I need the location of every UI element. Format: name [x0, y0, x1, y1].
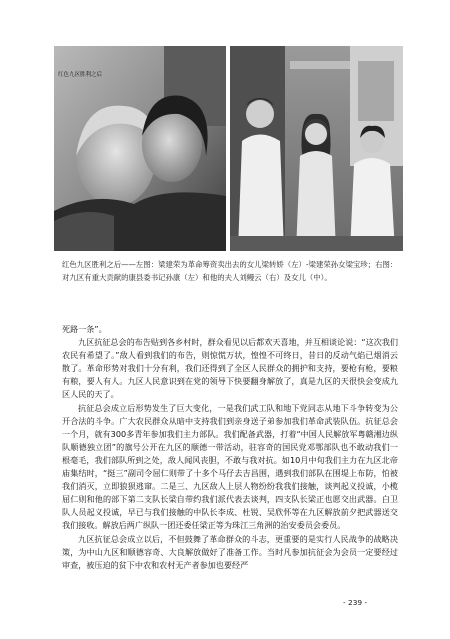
- paragraph: 九区抗征总会的布告贴到各乡村时，群众看见以后都欢天喜地，并互相谈论说：“这次我们农民有希望了。”敌人看到我们的布告，则惊慌万状，惶惶不可终日，昔日的反动气焰已烟消云散了。革命形势对我们十分有利，我们还得到了全区人民群众的拥护和支持，要枪有枪，要粮有粮，要人有人。九区人民意识到在党的领导下快要翻身解放了，真是九区的天很快会变成九区人民的天了。: [62, 337, 398, 400]
- photo-left: [54, 46, 226, 251]
- paragraph-continuation: 死路一条”。: [62, 324, 107, 334]
- photo-right-image: [230, 46, 403, 251]
- page-number: - 239 -: [343, 598, 368, 607]
- paragraph: 九区抗征总会成立以后，不但鼓舞了革命群众的斗志，更重要的是实行人民战争的战略决策，为中山九区和顺德容奇、大良解放做好了准备工作。当时凡参加抗征会为会员一定要经过审查，被压迫的贫下中农和农村无产者参加也要经严: [62, 533, 398, 570]
- photo-pair: [54, 46, 403, 251]
- paragraph: 抗征总会成立后形势发生了巨大变化，一是我们武工队和地下党同志从地下斗争转变为公开合法的斗争。广大农民群众从暗中支持我们到亲身送子弟参加我们革命武装队伍。抗征总会一个月，就有300多青年参加我们主力部队。我们配备武器，打着“中国人民解放军粤赣湘边纵队顺德独立团”的旗号公开在九区的顺德一带活动，驻容奇的国民党邓鄂部队也不敢动我们一根毫毛，我们部队所到之处，敌人闻风丧胆，不敢与我对抗。如10月中旬我们主力在九区北帝庙集结时，“挺三”副司令屈仁则带了十多个马仔去吉昌围，遇到我们部队在围堤上布防，怕被我们消灭，立即狼狈逃窜。二是三、九区敌人上层人物纷纷我我们接触，谈判起义投诚，小榄屈仁则和他的部下第二支队长梁自带约我们派代表去谈判，四支队长梁正也愿交出武器。白卫队人员起义投诚，早已与我们接触的中队长李成、杜锐、吴欣怀等在九区解放前夕把武器送交我们接收。解放后两广纵队一团还委任梁正等为珠江三角洲的治安委员会委员。: [62, 402, 398, 531]
- photo-caption: 红色九区胜利之后——左图：梁建荣为革命筹资卖出去的女儿梁转娇（左）-梁建荣孙女梁宝珍；右图：对九区有重大贡献的康县委书记孙康（左）和他的夫人刘鳗云（右）及女儿（中）。: [62, 260, 398, 282]
- article-body: [62, 323, 398, 572]
- photo-overlay-caption: 红色九区胜利之后: [58, 72, 103, 78]
- photo-right: [230, 46, 403, 251]
